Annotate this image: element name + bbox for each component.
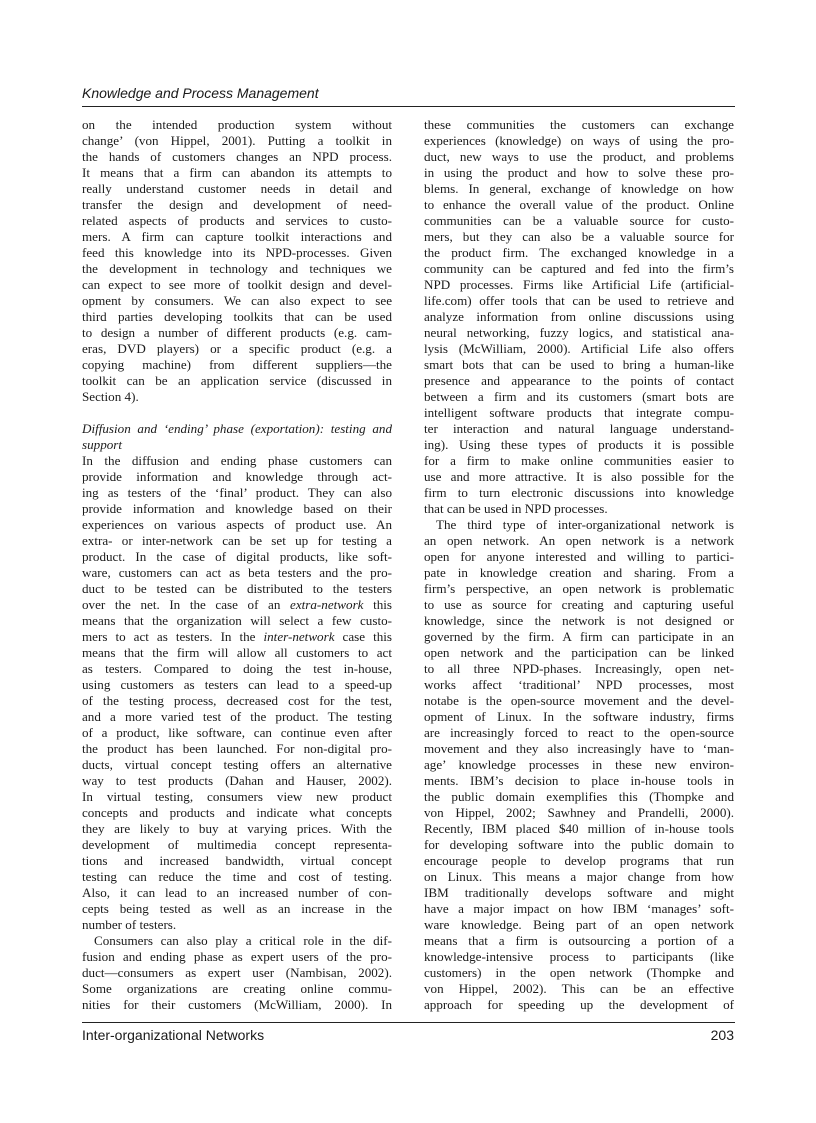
text-line: IBM traditionally develops software and might — [424, 885, 734, 900]
text-line: have a major impact on how IBM ‘manages’ soft- — [424, 901, 734, 916]
text-line: way to test products (Dahan and Hauser, 2002). — [82, 773, 392, 788]
text-line: and a more varied test of the product. The testing — [82, 709, 392, 724]
text-line: ware knowledge. Being part of an open network — [424, 917, 734, 932]
text-line: the product has been launched. For non-digital pro- — [82, 741, 392, 756]
text-line: to use as source for creating and capturing useful — [424, 597, 734, 612]
text-line: pate in knowledge creation and sharing. From a — [424, 565, 734, 580]
text-line: third parties developing toolkits that can be used — [82, 309, 392, 324]
text-line: opment by consumers. We can also expect to see — [82, 293, 392, 308]
text-line: experiences (knowledge) on ways of using the pro- — [424, 133, 734, 148]
paragraph — [82, 453, 392, 933]
text-line: product. In the case of digital products, like soft- — [82, 549, 392, 564]
text-line: mers. A firm can capture toolkit interactions and — [82, 229, 392, 244]
text-line: smart bots that can be used to bring a human-like — [424, 357, 734, 372]
emphasized-term: inter-network — [263, 629, 335, 644]
text-line: Some organizations are creating online commu- — [82, 981, 392, 996]
text-line: open for anyone interested and willing to partici- — [424, 549, 734, 564]
text-line: It means that a firm can abandon its attempts to — [82, 165, 392, 180]
text-line: Recently, IBM placed $40 million of in-house tools — [424, 821, 734, 836]
text-line: movement and they also increasingly have to ‘man- — [424, 741, 734, 756]
text-line: open network and the participation can be linked — [424, 645, 734, 660]
text-line: presence and appearance to the points of contact — [424, 373, 734, 388]
text-line: analyze information from online discussions using — [424, 309, 734, 324]
text-line: use and more attractive. It is also possible for the — [424, 469, 734, 484]
text-line: life.com) offer tools that can be used to retrieve and — [424, 293, 734, 308]
spacer — [82, 405, 392, 421]
text-line: In virtual testing, consumers view new product — [82, 789, 392, 804]
text-line: using customers as testers can lead to a speed-up — [82, 677, 392, 692]
paragraph — [424, 117, 734, 517]
text-line: tions and increased bandwidth, virtual concept — [82, 853, 392, 868]
text-line: means that a firm is outsourcing a portion of a — [424, 933, 734, 948]
text-line: mers, but they can also be a valuable source for — [424, 229, 734, 244]
text-line: community can be captured and fed into the firm’s — [424, 261, 734, 276]
text-line: Also, it can lead to an increased number of con- — [82, 885, 392, 900]
page-number: 203 — [710, 1027, 734, 1043]
text-line: of a product, like software, can continue even after — [82, 725, 392, 740]
text-line: copying machine) from different suppliers—the — [82, 357, 392, 372]
text-line: communities can be a valuable source for custo- — [424, 213, 734, 228]
text-line: really understand customer needs in detail and — [82, 181, 392, 196]
text-segment: case this — [334, 629, 392, 644]
text-line: ter interaction and natural language understand- — [424, 421, 734, 436]
text-line: knowledge, since the network is not designed or — [424, 613, 734, 628]
header-rule — [82, 106, 735, 107]
text-line: experiences on various aspects of product use. An — [82, 517, 392, 532]
text-line: they are likely to buy at varying prices. With the — [82, 821, 392, 836]
text-line: on the intended production system without — [82, 117, 392, 132]
text-line: blems. In general, exchange of knowledge on how — [424, 181, 734, 196]
text-line: these communities the customers can exchange — [424, 117, 734, 132]
text-line: that can be used in NPD processes. — [424, 501, 608, 516]
text-line: governed by the firm. A firm can participate in an — [424, 629, 734, 644]
text-line: can expect to see more of toolkit design and devel- — [82, 277, 392, 292]
text-line: provide information and knowledge through act- — [82, 469, 392, 484]
paragraph — [82, 933, 392, 1013]
text-line: means that the firm will allow all customers to act — [82, 645, 392, 660]
text-line: neural networking, fuzzy logics, and statistical ana- — [424, 325, 734, 340]
text-segment: over the net. In the case of an — [82, 597, 291, 612]
emphasized-term: extra-network — [290, 597, 364, 612]
text-line: between a firm and its customers (smart bots are — [424, 389, 734, 404]
text-line: ware, customers can act as beta testers and the pro- — [82, 565, 392, 580]
text-line: are increasingly forced to react to the open-source — [424, 725, 734, 740]
text-line: number of testers. — [82, 917, 177, 932]
footer-rule — [82, 1022, 735, 1023]
text-line: the hands of customers changes an NPD process. — [82, 149, 392, 164]
text-line: firm’s perspective, an open network is problematic — [424, 581, 734, 596]
text-line: knowledge-intensive process to participants (like — [424, 949, 734, 964]
text-line — [82, 629, 392, 645]
text-line: support — [82, 437, 123, 452]
text-line: means that the organization will select a few custo- — [82, 613, 392, 628]
text-line: for a firm to make online communities easier to — [424, 453, 734, 468]
text-line: transfer the design and development of need- — [82, 197, 392, 212]
text-line: the public domain exemplifies this (Thompke and — [424, 789, 734, 804]
text-line: firm to turn electronic discussions into knowledge — [424, 485, 734, 500]
text-line: an open network. An open network is a network — [424, 533, 734, 548]
text-line: change’ (von Hippel, 2001). Putting a toolkit in — [82, 133, 392, 148]
text-line — [82, 597, 392, 613]
text-line: duct—consumers as expert user (Nambisan, 2002). — [82, 965, 392, 980]
text-line: to all three NPD-phases. Increasingly, open net- — [424, 661, 734, 676]
text-line: Consumers can also play a critical role in the dif- — [94, 933, 392, 948]
text-line: age’ knowledge processes in these new environ- — [424, 757, 734, 772]
text-line: works affect ‘traditional’ NPD processes, most — [424, 677, 734, 692]
text-line: to enhance the overall value of the product. Online — [424, 197, 734, 212]
text-line: encourage people to develop programs that run — [424, 853, 734, 868]
text-line: ing as testers of the ‘final’ product. They can also — [82, 485, 392, 500]
text-line: intelligent software products that integrate compu- — [424, 405, 734, 420]
text-line: to design a number of different products (e.g. cam- — [82, 325, 392, 340]
text-line: feed this knowledge into its NPD-processes. Given — [82, 245, 392, 260]
running-head-title: Knowledge and Process Management — [82, 85, 319, 101]
text-line: ducts, virtual concept testing offers an alternative — [82, 757, 392, 772]
text-segment: mers to act as testers. In the — [82, 629, 264, 644]
left-column — [82, 117, 392, 1013]
text-line: on Linux. This means a major change from how — [424, 869, 734, 884]
text-line: ments. IBM’s decision to place in-house tools in — [424, 773, 734, 788]
paragraph — [424, 517, 734, 1013]
text-line: lysis (McWilliam, 2000). Artificial Life also offers — [424, 341, 734, 356]
text-line: cepts being tested as well as an increase in the — [82, 901, 392, 916]
text-line: In the diffusion and ending phase customers can — [82, 453, 392, 468]
text-line: extra- or inter-network can be set up for testing a — [82, 533, 392, 548]
text-line: toolkit can be an application service (discussed in — [82, 373, 392, 388]
text-line: opment of Linux. In the software industry, firms — [424, 709, 734, 724]
text-line: in using the product and how to solve these pro- — [424, 165, 734, 180]
text-line: nities for their customers (McWilliam, 2000). In — [82, 997, 392, 1012]
section-heading — [82, 421, 392, 453]
text-line: Diffusion and ‘ending’ phase (exportation): testing and — [82, 421, 392, 436]
text-line: fusion and ending phase as expert users of the pro- — [82, 949, 392, 964]
text-line: concepts and products and indicate what concepts — [82, 805, 392, 820]
text-line: duct, new ways to use the product, and problems — [424, 149, 734, 164]
text-line: eras, DVD players) or a specific product (e.g. a — [82, 341, 392, 356]
text-line: von Hippel, 2002). This can be an effective — [424, 981, 734, 996]
footer-section-title: Inter-organizational Networks — [82, 1027, 265, 1043]
text-line: customers) in the open network (Thompke and — [424, 965, 734, 980]
text-line: development of multimedia concept representa- — [82, 837, 392, 852]
paragraph — [82, 117, 392, 405]
text-line: duct to be tested can be distributed to the testers — [82, 581, 392, 596]
text-line: of the testing process, decreased cost for the test, — [82, 693, 392, 708]
text-line: as testers. Compared to doing the test in-house, — [82, 661, 392, 676]
text-line: approach for speeding up the development of — [424, 997, 734, 1012]
text-line: the development in technology and techniques we — [82, 261, 392, 276]
text-line: NPD processes. Firms like Artificial Life (artificial- — [424, 277, 734, 292]
text-line: Section 4). — [82, 389, 139, 404]
text-line: related aspects of products and services to custo- — [82, 213, 392, 228]
text-line: provide information and knowledge based on their — [82, 501, 392, 516]
text-line: ing). Using these types of products it is possible — [424, 437, 734, 452]
text-line: for developing software into the public domain to — [424, 837, 734, 852]
text-line: notabe is the open-source movement and the devel- — [424, 693, 734, 708]
text-line: The third type of inter-organizational network is — [436, 517, 734, 532]
text-segment: this — [363, 597, 393, 612]
text-line: testing can reduce the time and cost of testing. — [82, 869, 392, 884]
right-column — [424, 117, 734, 1013]
text-line: the product firm. The exchanged knowledge in a — [424, 245, 734, 260]
text-line: von Hippel, 2002; Sawhney and Prandelli, 2000). — [424, 805, 734, 820]
